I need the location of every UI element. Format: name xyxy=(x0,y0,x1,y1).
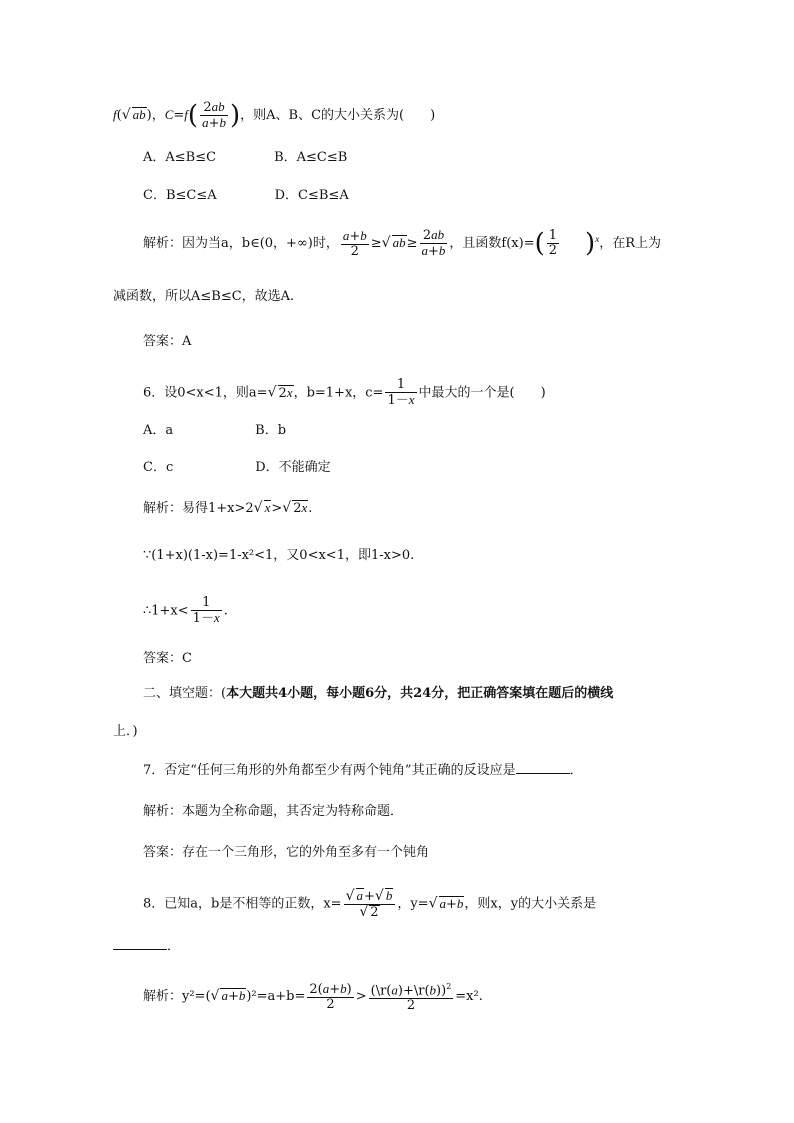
section2-title: 二、填空题：(本大题共4小题，每小题6分，共24分，把正确答案填在题后的横线 xyxy=(143,686,614,701)
q6-option-b: B．b xyxy=(255,423,287,438)
q6-answer: 答案：C xyxy=(143,651,192,666)
q5-answer: 答案：A xyxy=(143,334,192,349)
q6-options-row1 xyxy=(143,421,286,441)
q7-answer: 答案：存在一个三角形，它的外角至多有一个钝角 xyxy=(143,845,430,860)
q8-stem: 8．已知a，b是不相等的正数，x= $\frac{√ a+√ b}{√ 2}$ ，y=√ a+b，则x，y的大小关系是 xyxy=(143,888,597,920)
q8-blank-line: ． xyxy=(113,936,180,957)
q5-option-d: D．C≤B≤A xyxy=(274,188,349,203)
q5-option-b: B．A≤C≤B xyxy=(274,150,348,165)
q5-options-row2 xyxy=(143,186,349,206)
q7-blank[interactable] xyxy=(516,760,570,774)
q6-option-c: C．c xyxy=(143,460,174,475)
q6-options-row2 xyxy=(143,458,331,478)
q6-analysis-2: ∵(1+x)(1-x)=1-x²<1，又0<x<1，即1-x>0. xyxy=(143,548,415,563)
q5-analysis-label: 解析： xyxy=(143,236,183,251)
q5-analysis-cont: 减函数，所以A≤B≤C，故选A. xyxy=(113,289,295,304)
q5-options-row1 xyxy=(143,148,347,168)
q6-stem: 6．设0<x<1，则a=√ 2x，b=1+x，c= $\frac{1}{1-x}$ 中最大的一个是( ) xyxy=(143,377,546,408)
q6-analysis-3: ∴1+x< $\frac{1}{1-x}$ . xyxy=(143,595,228,626)
q5-stem-end: ，则A、B、C的大小关系为( ) xyxy=(240,108,436,123)
q6-analysis-1: 解析：易得1+x>2√ x>√ 2x. xyxy=(143,500,313,516)
q5-option-c: C．B≤C≤A xyxy=(143,188,217,203)
q7-stem: 7．否定“任何三角形的外角都至少有两个钝角”其正确的反设应是 ． xyxy=(143,760,583,781)
q8-analysis: 解析：y²=(√ a+b)²=a+b= $\frac{2(a+b)}{2}$ > $\frac{(\backslash r(a)+\backslash r(b))^2}{2}$ =x². xyxy=(143,980,483,1014)
q5-stem: f(√ ab)，C=f( $\frac{2ab}{a+b}$ )，则A、B、C的大小关系为( ) xyxy=(113,99,436,131)
q7-analysis: 解析：本题为全称命题，其否定为特称命题． xyxy=(143,804,404,819)
q5-option-a: A．A≤B≤C xyxy=(143,150,217,165)
section2-title-cont: 上．) xyxy=(113,724,138,739)
q8-blank[interactable] xyxy=(113,936,167,950)
q5-analysis: 解析：因为当a，b∈(0，+∞)时， $\frac{a+b}{2}$ ≥√ ab≥ $\frac{2ab}{a+b}$ ，且函数f(x)=( $\frac{1}{2}$ )$^x$，在R上为 xyxy=(143,227,661,259)
q6-option-a: A．a xyxy=(143,423,174,438)
q6-option-d: D．不能确定 xyxy=(255,460,331,475)
